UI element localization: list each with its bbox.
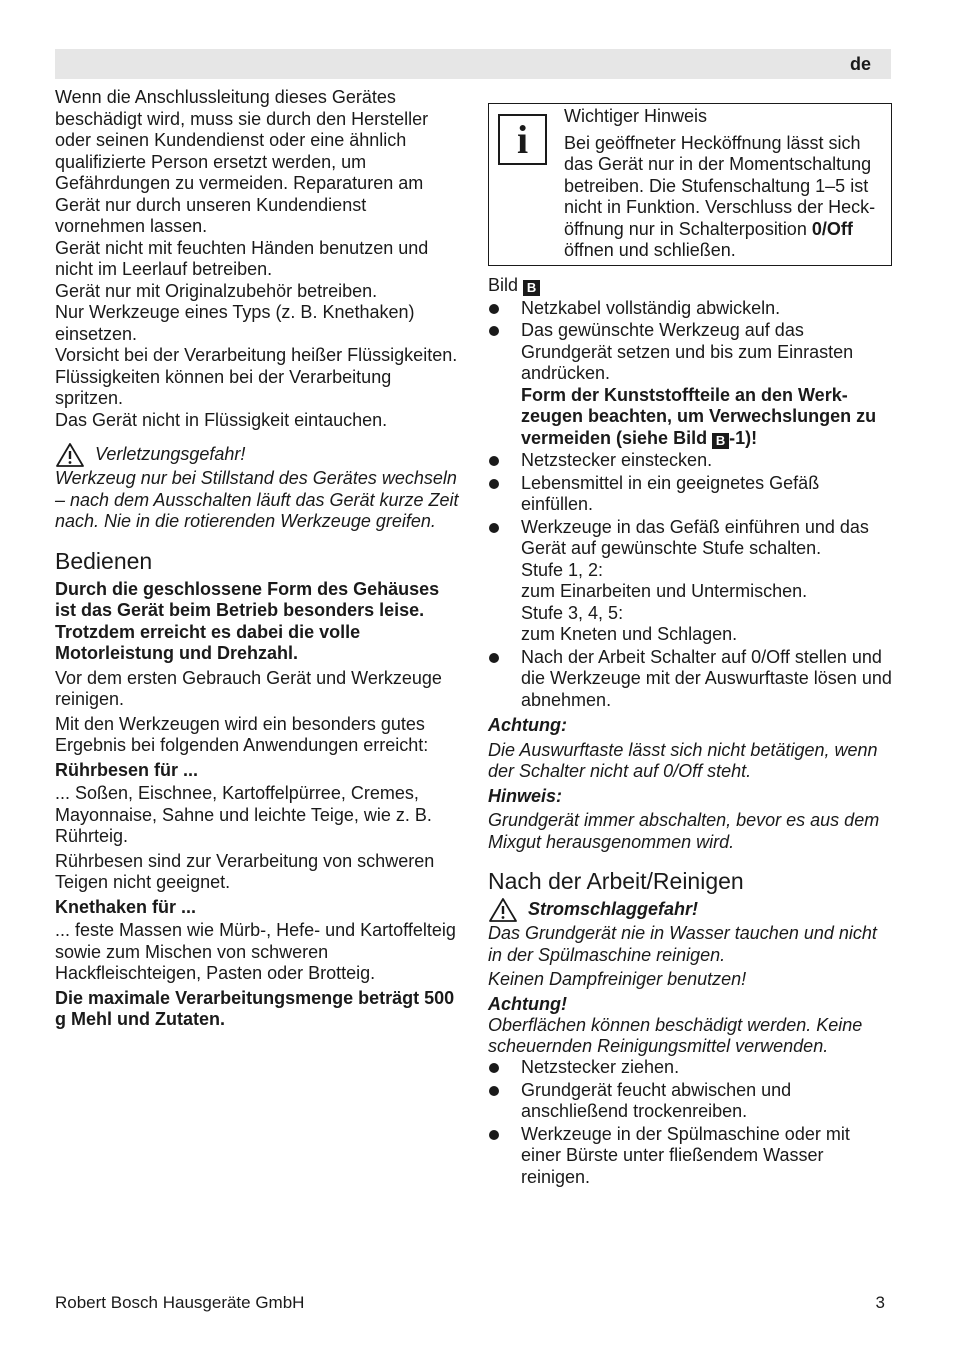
- bullet-icon: [489, 304, 499, 314]
- intro-paragraph: Wenn die Anschlussleitung dieses Gerätes beschädigt wird, muss sie durch den Hersteller oder seinen Kundendienst oder eine ähnlich qualifizierte Person ersetzt werden, um Gefährdungen zu vermeiden. Reparaturen am Gerät nur durch unseren Kundendienst vornehmen lassen.: [55, 87, 429, 236]
- info-text: Bei geöffneter Hecköffnung lässt sich das Gerät nur in der Momentschaltung betreiben. Die Stufenschaltung 1–5 ist nicht in Funktion. Verschluss der Heck-öffnung nur in Schalterposition 0/Off öffnen und schließen.: [564, 132, 876, 260]
- speed-label: Stufe 3, 4, 5:: [521, 602, 624, 623]
- warning-title: Stromschlaggefahr!: [528, 899, 699, 919]
- intro-paragraph: Gerät nur mit Originalzubehör betreiben.: [55, 280, 378, 301]
- bullet-icon: [489, 523, 499, 533]
- bullet-icon: [489, 1063, 499, 1073]
- figure-letter-badge: B: [523, 280, 540, 296]
- list-item: Grundgerät feucht abwischen und anschließend trockenreiben.: [488, 1080, 892, 1123]
- warning-text: Das Grundgerät nie in Wasser tauchen und nicht in der Spülmaschine reinigen.: [488, 923, 877, 965]
- header-bar: [55, 49, 891, 79]
- ruehrbesen-text: ... Soßen, Eischnee, Kartoffelpürree, Cremes, Mayonnaise, Sahne und leichte Teige, wie z. B. Rührteig.: [55, 783, 432, 846]
- bullet-icon: [489, 1130, 499, 1140]
- page-number: 3: [875, 1293, 885, 1312]
- injury-warning: [55, 444, 460, 468]
- warning-triangle-icon: [55, 442, 85, 468]
- intro-paragraph: Nur Werkzeuge eines Typs (z. B. Knethaken) einsetzen.: [55, 302, 415, 344]
- bold-intro: Durch die geschlossene Form des Gehäuses ist das Gerät beim Betrieb besonders leise. Trotzdem erreicht es dabei die volle Motorleistung und Drehzahl.: [55, 578, 440, 663]
- hinweis-text: Grundgerät immer abschalten, bevor es aus dem Mixgut herausgenommen wird.: [488, 810, 880, 852]
- list-item: Netzstecker einstecken.: [488, 450, 892, 472]
- list-item: Netzstecker ziehen.: [488, 1057, 892, 1079]
- important-note-box: [488, 103, 892, 266]
- achtung-label: Achtung:: [488, 715, 567, 735]
- right-column: [488, 88, 892, 1188]
- ruehrbesen-label: Rührbesen für ...: [55, 759, 199, 780]
- list-item: Das gewünschte Werkzeug auf das Grundgerät setzen und bis zum Einrasten andrücken. Form der Kunststoffteile an den Werk-zeugen beachten, um Verwechslungen zu vermeiden (siehe Bild B -1)!: [488, 320, 892, 449]
- ruehrbesen-note: Rührbesen sind zur Verarbeitung von schweren Teigen nicht geeignet.: [55, 850, 435, 892]
- warning-title: Verletzungsgefahr!: [95, 444, 246, 464]
- bullet-icon: [489, 326, 499, 336]
- achtung-text: Die Auswurftaste lässt sich nicht betätigen, wenn der Schalter nicht auf 0/Off steht.: [488, 739, 878, 781]
- left-column: [55, 87, 460, 1031]
- intro-paragraph: Das Gerät nicht in Flüssigkeit eintauchen.: [55, 409, 388, 430]
- bullet-icon: [489, 653, 499, 663]
- section-heading-bedienen: Bedienen: [55, 547, 153, 574]
- speed-label: Stufe 1, 2:: [521, 559, 604, 580]
- info-title: Wichtiger Hinweis: [564, 106, 708, 126]
- paragraph: Vor dem ersten Gebrauch Gerät und Werkzeuge reinigen.: [55, 667, 442, 709]
- list-item: Werkzeuge in das Gefäß einführen und das Gerät auf gewünschte Stufe schalten. Stufe 1, 2: zum Einarbeiten und Untermischen. Stufe 3, 4, 5: zum Kneten und Schlagen.: [488, 517, 892, 646]
- intro-paragraph: Vorsicht bei der Verarbeitung heißer Flüssigkeiten. Flüssigkeiten können bei der Verarbeitung spritzen.: [55, 345, 458, 408]
- max-capacity-text: Die maximale Verarbeitungsmenge beträgt 500 g Mehl und Zutaten.: [55, 987, 455, 1029]
- bold-note: Form der Kunststoffteile an den Werk-zeugen beachten, um Verwechslungen zu vermeiden (siehe Bild B -1)!: [521, 384, 877, 448]
- list-item: Nach der Arbeit Schalter auf 0/Off stellen und die Werkzeuge mit der Auswurftaste lösen und abnehmen.: [488, 647, 892, 712]
- shock-warning: [488, 899, 892, 923]
- footer-company: Robert Bosch Hausgeräte GmbH: [55, 1293, 305, 1312]
- warning-text: Keinen Dampfreiniger benutzen!: [488, 969, 747, 989]
- operation-steps-list: [488, 298, 892, 712]
- warning-text: Werkzeug nur bei Stillstand des Gerätes wechseln – nach dem Ausschalten läuft das Gerät kurze Zeit nach. Nie in die rotierenden Werkzeuge greifen.: [55, 468, 459, 531]
- language-code: de: [849, 54, 871, 74]
- list-item: Werkzeuge in der Spülmaschine oder mit einer Bürste unter fließendem Wasser reinigen.: [488, 1124, 892, 1189]
- info-icon: i: [498, 114, 547, 165]
- paragraph: Mit den Werkzeugen wird ein besonders gutes Ergebnis bei folgenden Anwendungen erreicht:: [55, 713, 429, 755]
- speed-text: zum Kneten und Schlagen.: [521, 624, 738, 644]
- bullet-icon: [489, 1086, 499, 1096]
- section-heading-reinigen: Nach der Arbeit/Reinigen: [488, 868, 744, 894]
- achtung-label: Achtung!: [488, 993, 567, 1014]
- cleaning-steps-list: [488, 1057, 892, 1188]
- warning-triangle-icon: [488, 897, 518, 923]
- bullet-icon: [489, 456, 499, 466]
- figure-letter-badge: B: [712, 433, 729, 449]
- speed-text: zum Einarbeiten und Untermischen.: [521, 581, 808, 601]
- knethaken-text: ... feste Massen wie Mürb-, Hefe- und Kartoffelteig sowie zum Mischen von schweren Hackfleischteigen, Pasten oder Brotteig.: [55, 920, 456, 983]
- bullet-icon: [489, 479, 499, 489]
- list-item: Netzkabel vollständig abwickeln.: [488, 298, 892, 320]
- hinweis-label: Hinweis:: [488, 785, 563, 806]
- intro-paragraph: Gerät nicht mit feuchten Händen benutzen und nicht im Leerlauf betreiben.: [55, 237, 429, 279]
- figure-reference: Bild B: [488, 275, 892, 297]
- knethaken-label: Knethaken für ...: [55, 896, 197, 917]
- list-item: Lebensmittel in ein geeignetes Gefäß einfüllen.: [488, 473, 892, 516]
- achtung-text: Oberflächen können beschädigt werden. Keine scheuernden Reinigungsmittel verwenden.: [488, 1015, 863, 1056]
